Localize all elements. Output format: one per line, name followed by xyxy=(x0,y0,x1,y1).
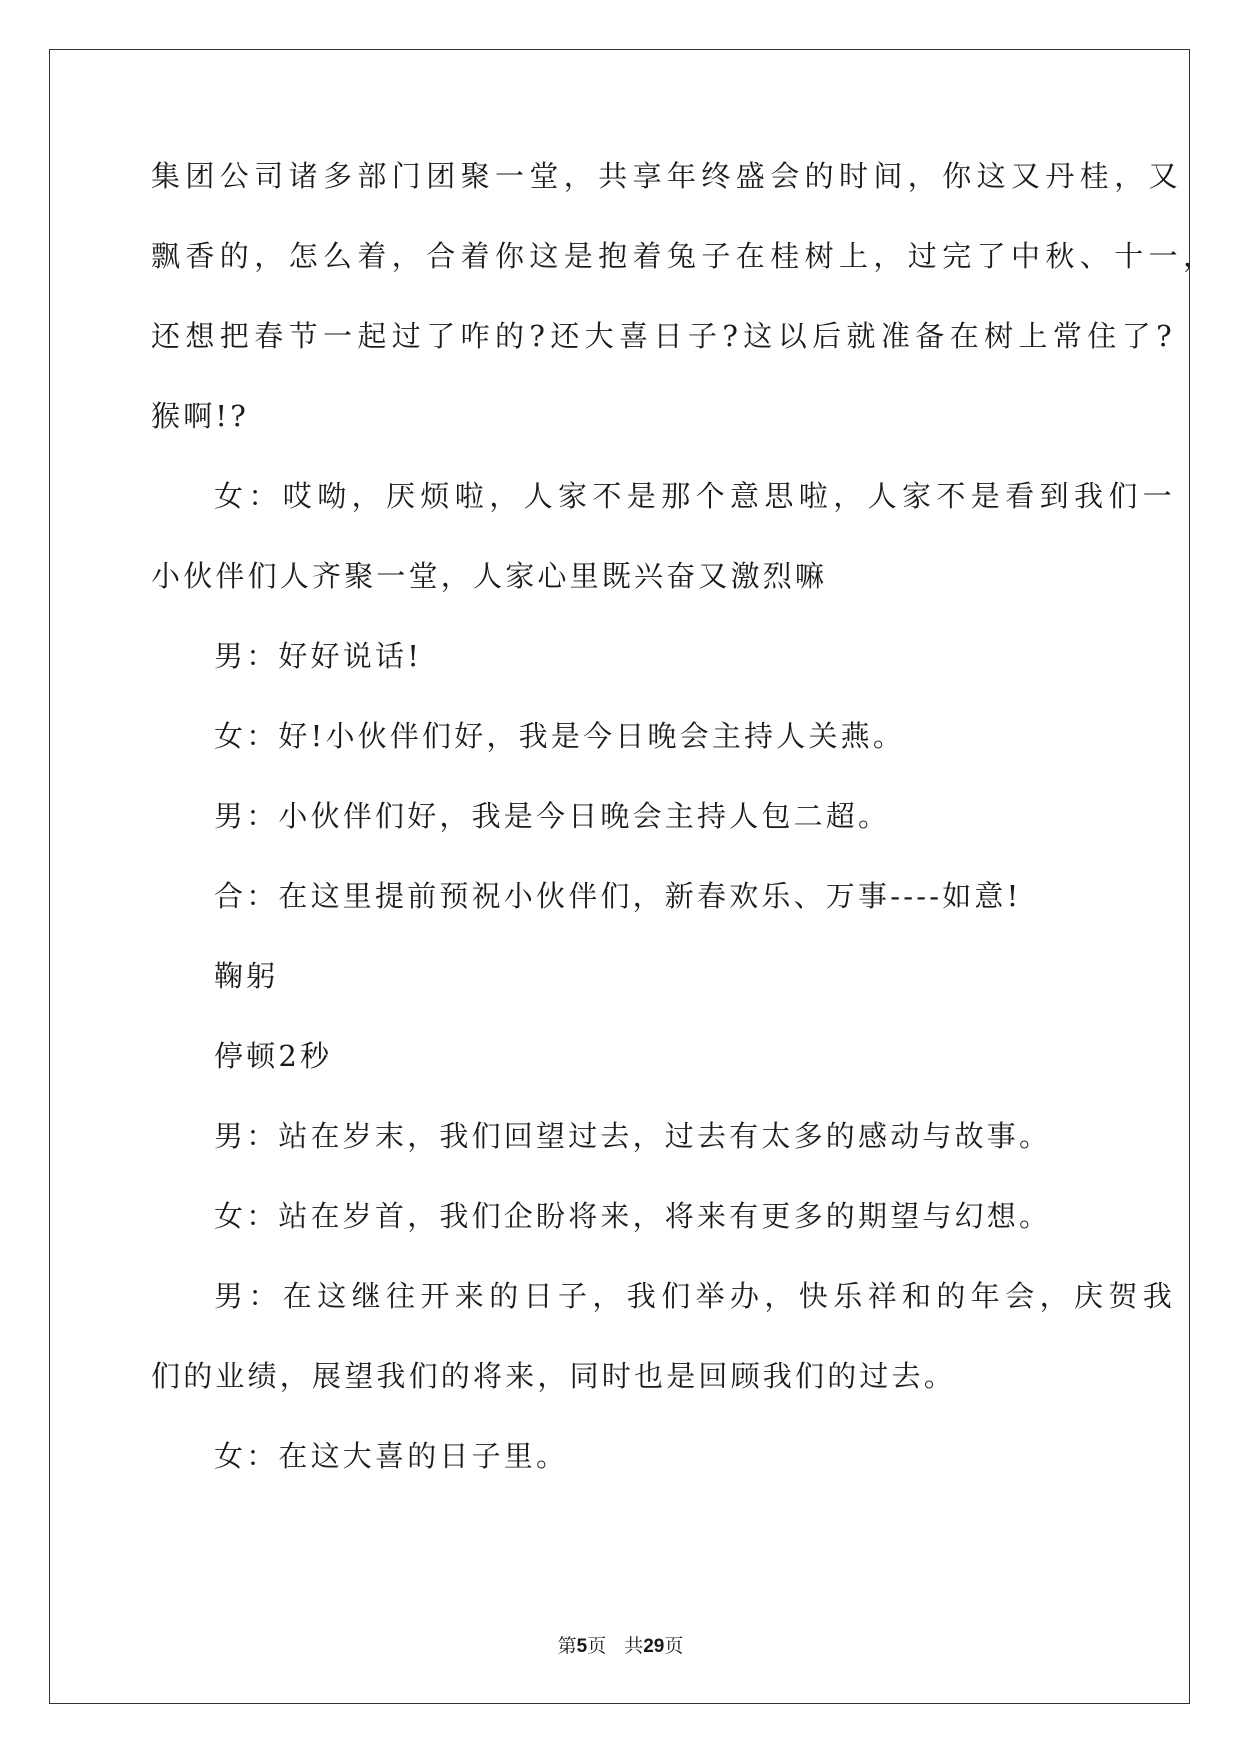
text-line: 男：好好说话! xyxy=(214,639,423,673)
text-line: 男：在这继往开来的日子，我们举办，快乐祥和的年会，庆贺我 xyxy=(214,1279,1178,1313)
text-line: 男：小伙伴们好，我是今日晚会主持人包二超。 xyxy=(214,799,891,833)
text-line: 合：在这里提前预祝小伙伴们，新春欢乐、万事----如意! xyxy=(214,879,1022,913)
text-line: 飘香的，怎么着，合着你这是抱着兔子在桂树上，过完了中秋、十一， xyxy=(151,239,1218,273)
text-line: 男：站在岁末，我们回望过去，过去有太多的感动与故事。 xyxy=(214,1119,1052,1153)
document-body xyxy=(151,159,1218,1520)
text-line: 猴啊!? xyxy=(151,399,250,433)
page-suffix: 页 xyxy=(587,1635,607,1657)
text-line: 女：好!小伙伴们好，我是今日晚会主持人关燕。 xyxy=(214,719,906,753)
text-line: 女：在这大喜的日子里。 xyxy=(214,1439,569,1473)
text-line: 女：站在岁首，我们企盼将来，将来有更多的期望与幻想。 xyxy=(214,1199,1052,1233)
text-line: 还想把春节一起过了咋的?还大喜日子?这以后就准备在树上常住了? xyxy=(151,319,1178,353)
text-line: 鞠躬 xyxy=(214,959,279,993)
page-footer xyxy=(0,1631,1241,1658)
total-prefix: 共 xyxy=(624,1635,644,1657)
text-line: 女：哎呦，厌烦啦，人家不是那个意思啦，人家不是看到我们一 xyxy=(214,479,1178,513)
text-line: 停顿2秒 xyxy=(214,1039,333,1073)
text-line: 集团公司诸多部门团聚一堂，共享年终盛会的时间，你这又丹桂，又 xyxy=(151,159,1184,193)
page-prefix: 第 xyxy=(557,1635,577,1657)
text-line: 小伙伴们人齐聚一堂，人家心里既兴奋又激烈嘛 xyxy=(151,559,828,593)
text-line: 们的业绩，展望我们的将来，同时也是回顾我们的过去。 xyxy=(151,1359,957,1393)
total-suffix: 页 xyxy=(664,1635,684,1657)
total-pages: 29 xyxy=(643,1636,665,1657)
page-number: 5 xyxy=(576,1636,588,1657)
